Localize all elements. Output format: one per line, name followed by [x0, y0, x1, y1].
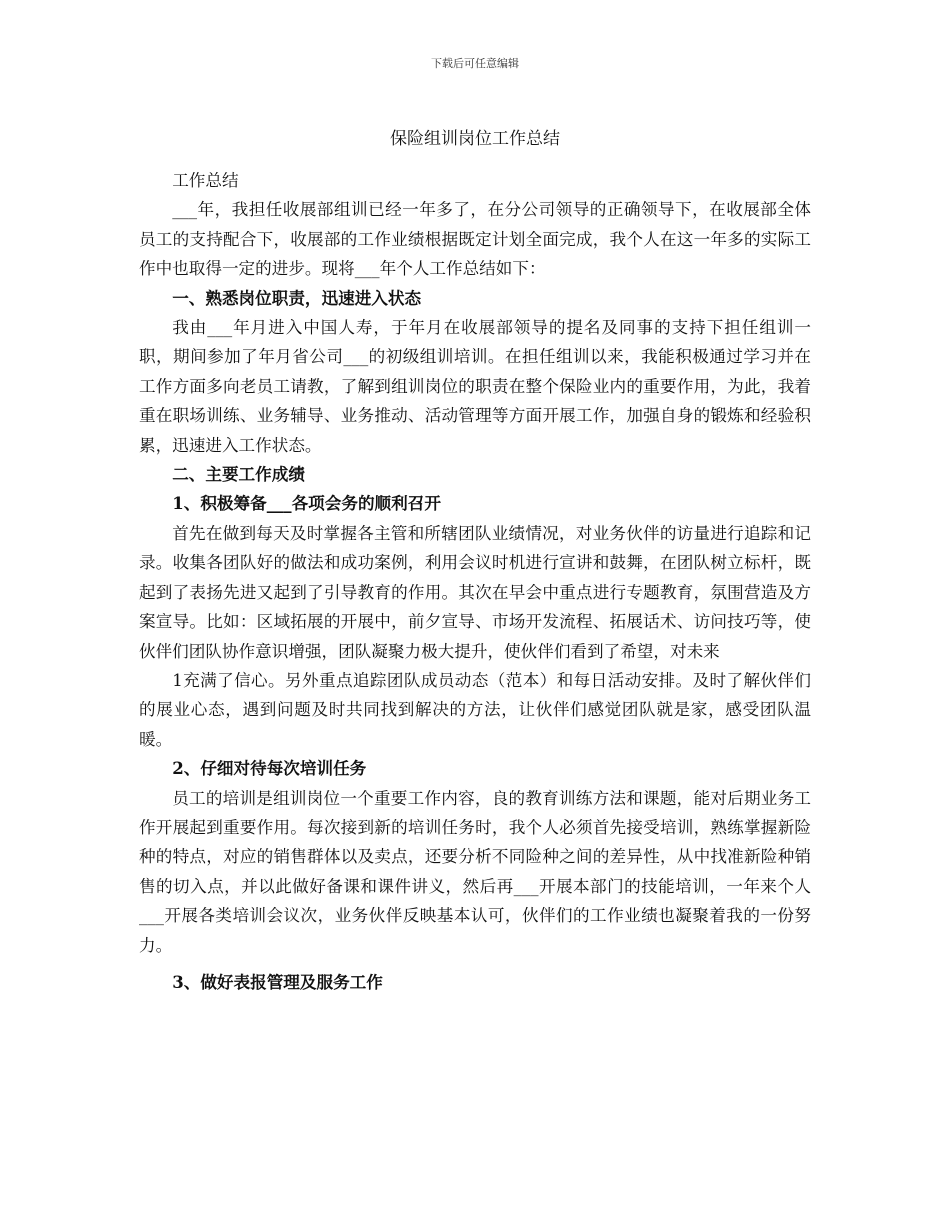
paragraph-4: 1充满了信心。另外重点追踪团队成员动态（范本）和每日活动安排。及时了解伙伴们的展业心态，遇到问题及时共同找到解决的方法，让伙伴们感觉团队就是家，感受团队温暖。 [139, 670, 811, 749]
paragraph-1: ___年，我担任收展部组训已经一年多了，在分公司领导的正确领导下，在收展部全体员工的支持配合下，收展部的工作业绩根据既定计划全面完成，我个人在这一年多的实际工作中也取得一定的进步。现将___年个人工作总结如下： [139, 200, 811, 279]
section-heading-1: 一、熟悉岗位职责，迅速进入状态 [172, 287, 422, 308]
paragraph-2: 我由___年月进入中国人寿，于年月在收展部领导的提名及同事的支持下担任组训一职，期间参加了年月省公司___的初级组训培训。在担任组训以来，我能积极通过学习并在工作方面多向老员工请教，了解到组训岗位的职责在整个保险业内的重要作用，为此，我着重在职场训练、业务辅导、业务推动、活动管理等方面开展工作，加强自身的锻炼和经验积累，迅速进入工作状态。 [139, 318, 811, 455]
paragraph-3: 首先在做到每天及时掌握各主管和所辖团队业绩情况，对业务伙伴的访量进行追踪和记录。收集各团队好的做法和成功案例，利用会议时机进行宣讲和鼓舞，在团队树立标杆，既起到了表扬先进又起到了引导教育的作用。其次在早会中重点进行专题教育，氛围营造及方案宣导。比如：区域拓展的开展中，前夕宣导、市场开发流程、拓展话术、访问技巧等，使伙伴们团队协作意识增强，团队凝聚力极大提升，使伙伴们看到了希望，对未来 [139, 523, 811, 661]
subheading-1: 1、积极筹备___各项会务的顺利召开 [172, 493, 441, 514]
subheading-3: 3、做好表报管理及服务工作 [172, 971, 383, 992]
intro-label: 工作总结 [172, 171, 239, 190]
document-body [139, 166, 811, 997]
paragraph-5: 员工的培训是组训岗位一个重要工作内容，良的教育训练方法和课题，能对后期业务工作开展起到重要作用。每次接到新的培训任务时，我个人必须首先接受培训，熟练掌握新险种的特点，对应的销售群体以及卖点，还要分析不同险种之间的差异性，从中找准新险种销售的切入点，并以此做好备课和课件讲义，然后再___开展本部门的技能培训，一年来个人___开展各类培训会议次，业务伙伴反映基本认可，伙伴们的工作业绩也凝聚着我的一份努力。 [139, 788, 811, 955]
document-title: 保险组训岗位工作总结 [390, 129, 560, 149]
subheading-2: 2、仔细对待每次培训任务 [172, 758, 367, 779]
header-note: 下载后可任意编辑 [431, 57, 519, 70]
section-heading-2: 二、主要工作成绩 [172, 464, 305, 485]
